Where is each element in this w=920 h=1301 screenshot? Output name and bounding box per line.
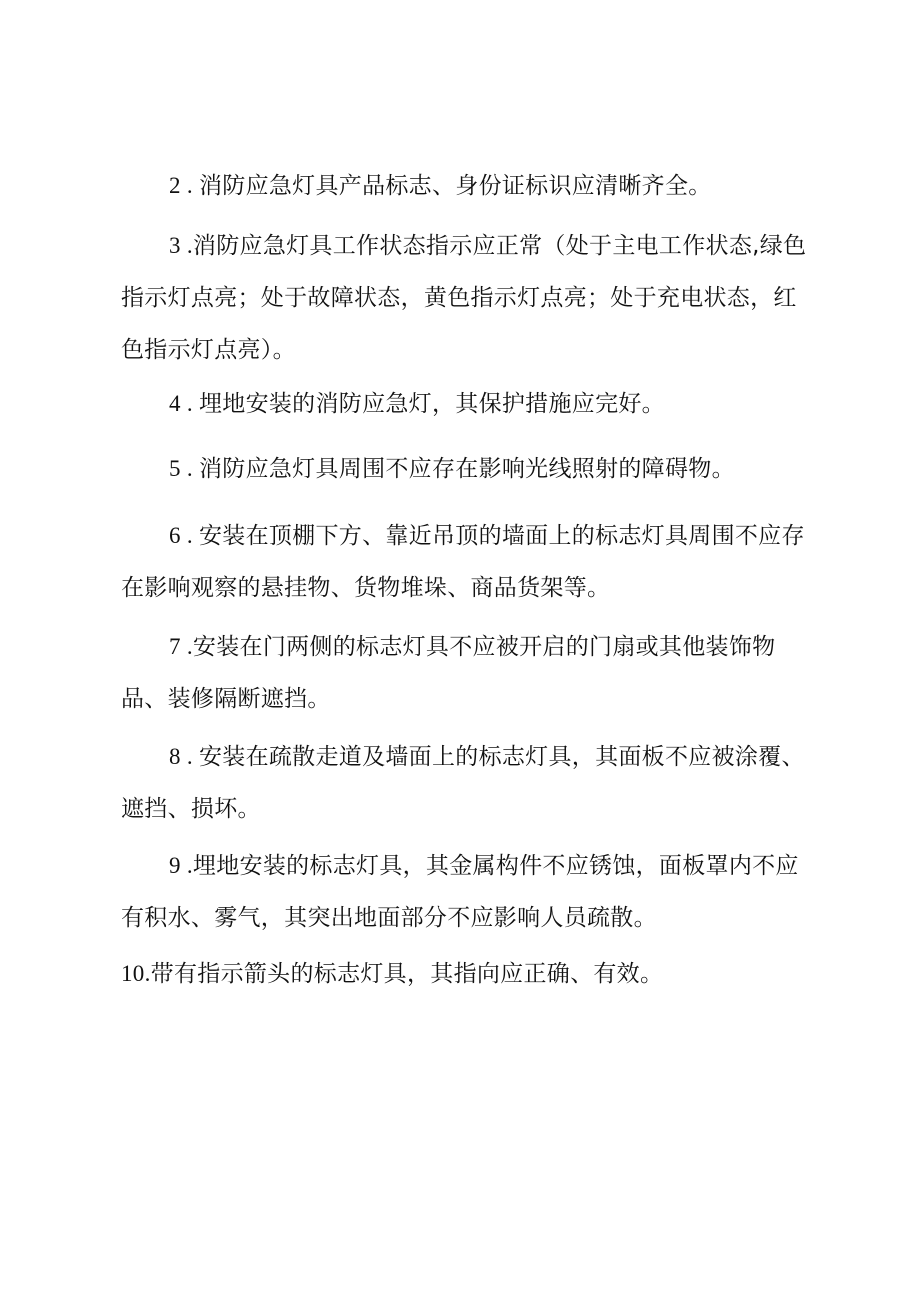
item-separator: . xyxy=(144,961,151,986)
list-item-2 xyxy=(121,160,811,212)
item-text: 消防应急灯具周围不应存在影响光线照射的障碍物。 xyxy=(198,456,735,482)
item-text: 埋地安装的标志灯具，其金属构件不应锈蚀，面板罩内不应有积水、雾气，其突出地面部分不应影响人员疏散。 xyxy=(121,853,799,931)
item-separator: . xyxy=(180,233,193,258)
list-item-7 xyxy=(121,621,811,725)
item-separator: . xyxy=(180,456,199,481)
item-number: 6 xyxy=(169,523,181,548)
item-number: 10 xyxy=(121,961,145,986)
item-separator: . xyxy=(180,853,193,878)
list-item-4 xyxy=(121,378,811,430)
item-text: 消防应急灯具工作状态指示应正常（处于主电工作状态,绿色指示灯点亮；处于故障状态，黄色指示灯点亮；处于充电状态，红色指示灯点亮）。 xyxy=(121,233,807,363)
item-number: 7 xyxy=(169,634,181,659)
item-text: 消防应急灯具产品标志、身份证标识应清晰齐全。 xyxy=(198,173,712,199)
item-separator: . xyxy=(180,391,199,416)
item-number: 8 xyxy=(169,744,181,769)
item-text: 带有指示箭头的标志灯具，其指向应正确、有效。 xyxy=(150,961,664,987)
item-number: 5 xyxy=(169,456,181,481)
item-separator: . xyxy=(180,523,199,548)
list-item-5 xyxy=(121,443,811,495)
list-item-8 xyxy=(121,731,811,835)
item-text: 安装在顶棚下方、靠近吊顶的墙面上的标志灯具周围不应存在影响观察的悬挂物、货物堆垛、商品货架等。 xyxy=(121,523,805,601)
item-separator: . xyxy=(180,634,193,659)
item-separator: . xyxy=(180,744,199,769)
item-number: 4 xyxy=(169,391,181,416)
list-item-6 xyxy=(121,510,811,614)
list-item-10 xyxy=(121,948,811,1000)
item-text: 埋地安装的消防应急灯，其保护措施应完好。 xyxy=(198,391,665,417)
list-item-3 xyxy=(121,220,811,376)
item-number: 3 xyxy=(169,233,181,258)
list-item-9 xyxy=(121,840,811,944)
item-text: 安装在门两侧的标志灯具不应被开启的门扇或其他装饰物品、装修隔断遮挡。 xyxy=(121,634,776,712)
item-separator: . xyxy=(180,173,199,198)
item-number: 2 xyxy=(169,173,181,198)
item-number: 9 xyxy=(169,853,181,878)
item-text: 安装在疏散走道及墙面上的标志灯具，其面板不应被涂覆、遮挡、损坏。 xyxy=(121,744,805,822)
